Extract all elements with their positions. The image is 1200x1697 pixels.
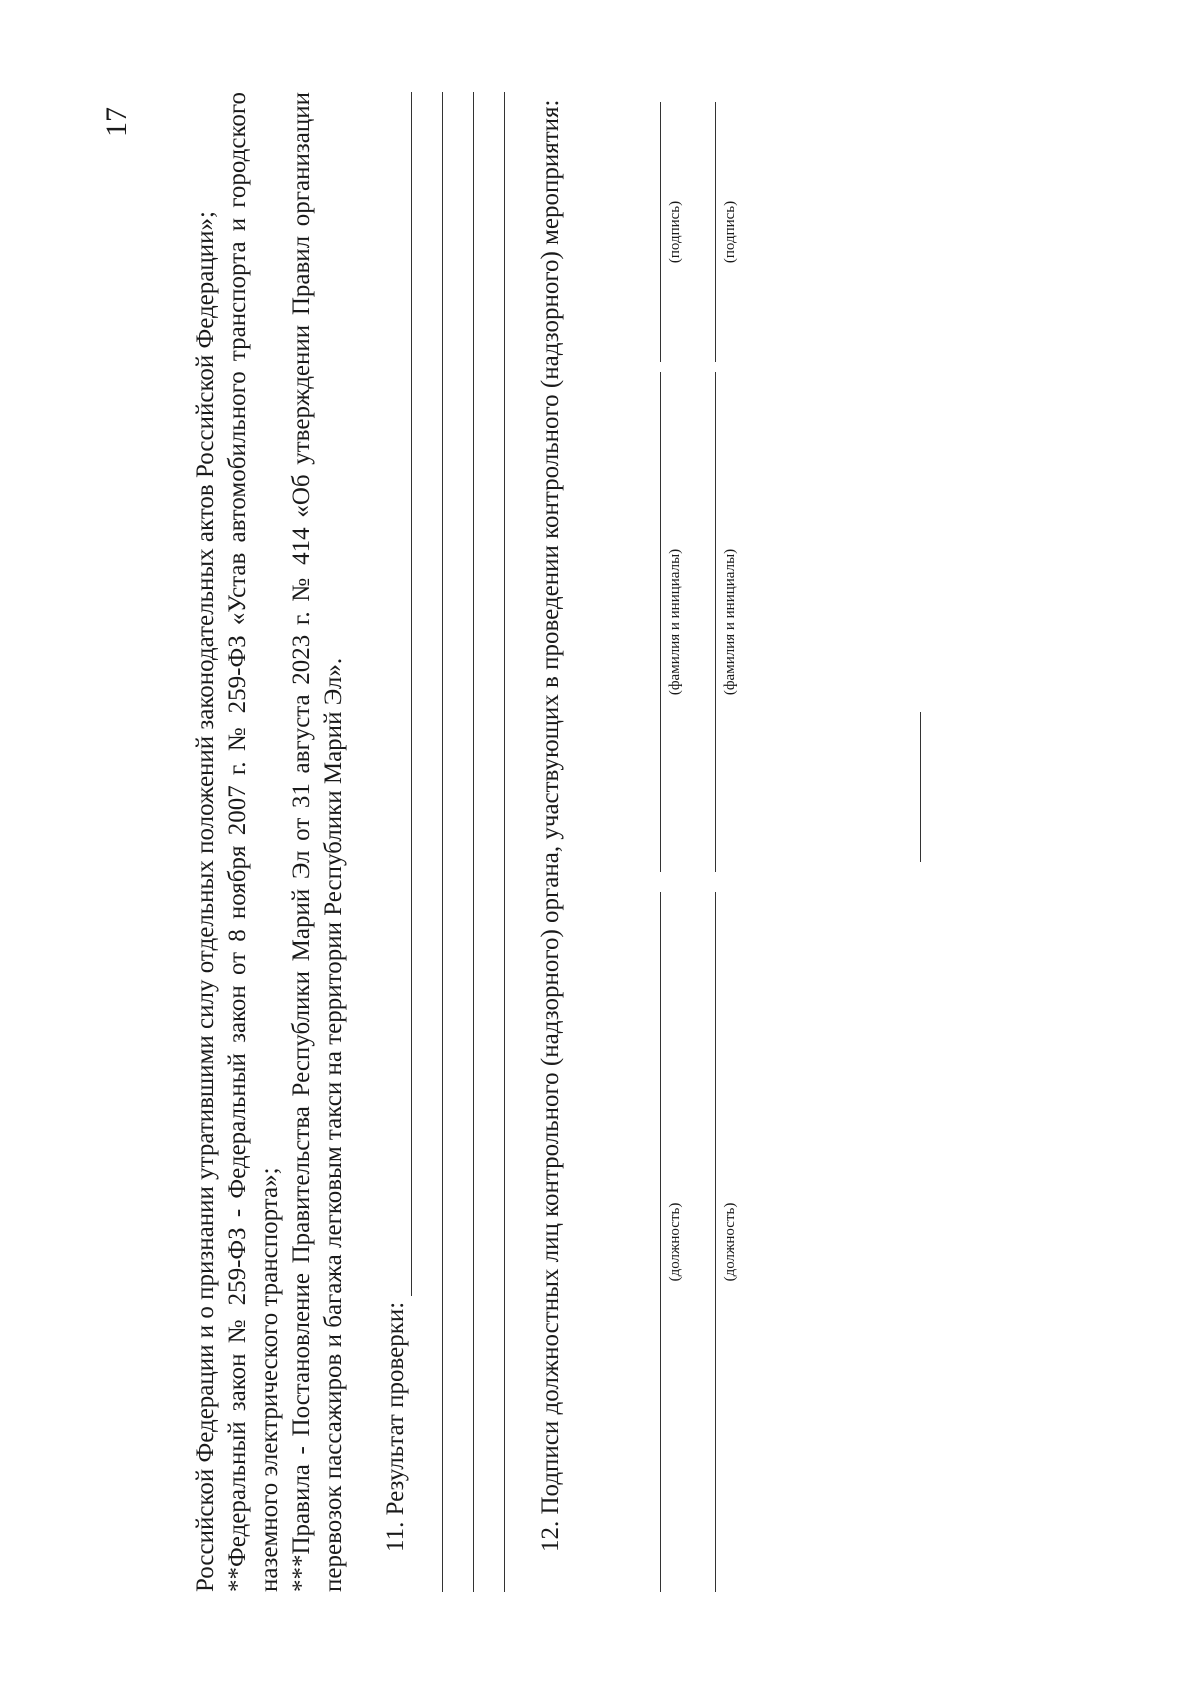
result-fill-line — [387, 92, 412, 1296]
signature-row — [715, 92, 755, 1592]
signatures-intro: 12. Подписи должностных лиц контрольного (надзорного) органа, участвующих в проведении контрольного (надзорного) мероприятия: — [537, 99, 564, 1552]
result-blank-line — [474, 92, 505, 1592]
paragraph-federal-acts: Российской Федерации и о признании утратившими силу отдельных положений законодательных актов Российской Федерации»; — [192, 211, 219, 1592]
result-label: 11. Результат проверки: — [382, 1301, 409, 1552]
result-blank-line — [412, 92, 443, 1592]
name-caption: (фамилия и инициалы) — [715, 372, 740, 872]
name-caption: (фамилия и инициалы) — [660, 372, 685, 872]
paragraph-rules-414: ***Правила - Постановление Правительства Республики Марий Эл от 31 августа 2023 г. № 414 «Об утверждении Правил организации перевозок пассажиров и багажа легковым такси на территории Республики Марий Эл». — [288, 92, 347, 1592]
signature-row — [660, 92, 700, 1592]
signature-caption: (подпись) — [660, 102, 685, 362]
page-number: 17 — [100, 107, 133, 137]
document-body — [190, 92, 567, 1592]
position-caption: (должность) — [715, 892, 740, 1592]
position-caption: (должность) — [660, 892, 685, 1592]
paragraph-federal-law-259: **Федеральный закон № 259-ФЗ - Федеральный закон от 8 ноября 2007 г. № 259-ФЗ «Устав автомобильного транспорта и городского наземного электрического транспорта»; — [224, 92, 283, 1592]
result-blank-line — [443, 92, 474, 1592]
end-divider — [920, 712, 921, 862]
result-field — [380, 92, 412, 1552]
signature-caption: (подпись) — [715, 102, 740, 362]
